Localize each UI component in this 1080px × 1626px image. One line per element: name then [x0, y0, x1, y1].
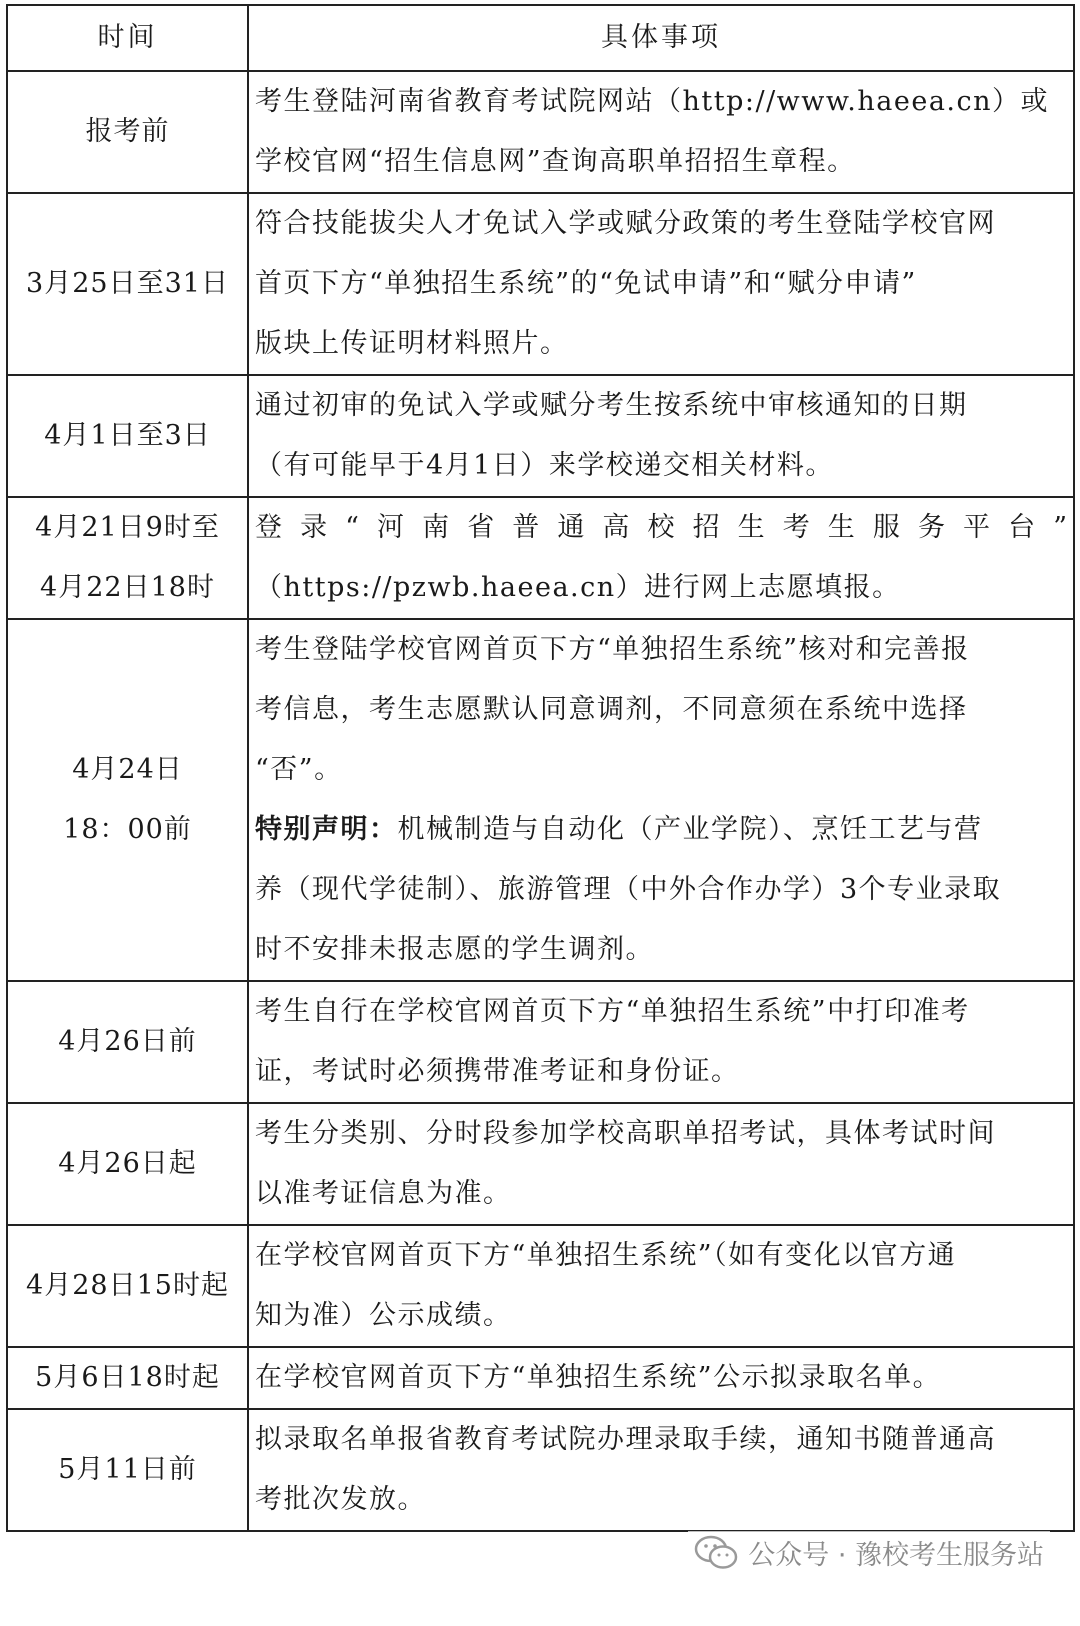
wechat-watermark: [688, 1531, 1050, 1574]
table-row: [7, 1225, 1074, 1347]
table-row: [7, 981, 1074, 1103]
table-row: [7, 193, 1074, 375]
special-notice: 特别声明：机械制造与自动化（产业学院）、烹饪工艺与营: [255, 814, 983, 845]
watermark-text: 公众号 · 豫校考生服务站: [748, 1540, 1044, 1571]
time-cell: 5月6日18时起: [7, 1347, 248, 1409]
detail-cell: 拟录取名单报省教育考试院办理录取手续，通知书随普通高 考批次发放。: [248, 1409, 1074, 1531]
time-cell: 4月26日前: [7, 981, 248, 1103]
time-cell: 3月25日至31日: [7, 193, 248, 375]
detail-cell: 在学校官网首页下方“单独招生系统”公示拟录取名单。: [248, 1347, 1074, 1409]
detail-cell: 考生自行在学校官网首页下方“单独招生系统”中打印准考 证，考试时必须携带准考证和身份证。: [248, 981, 1074, 1103]
header-time: 时间: [7, 5, 248, 71]
time-cell: 4月1日至3日: [7, 375, 248, 497]
table-row: [7, 1347, 1074, 1409]
table-row: [7, 1103, 1074, 1225]
table-row: [7, 375, 1074, 497]
detail-cell: 通过初审的免试入学或赋分考生按系统中审核通知的日期 （有可能早于4月1日）来学校递交相关材料。: [248, 375, 1074, 497]
notice-label: 特别声明：: [255, 814, 398, 845]
table-header-row: [7, 5, 1074, 71]
schedule-table: [6, 4, 1075, 1532]
time-cell: 4月24日 18：00前: [7, 619, 248, 981]
detail-cell: 考生登陆学校官网首页下方“单独招生系统”核对和完善报 考信息，考生志愿默认同意调剂，不同意须在系统中选择 “否”。 特别声明：机械制造与自动化（产业学院）、烹饪工艺与营 养（现代学徒制）、旅游管理（中外合作办学）3个专业录取 时不安排未报志愿的学生调剂。: [248, 619, 1074, 981]
detail-cell: 考生分类别、分时段参加学校高职单招考试，具体考试时间 以准考证信息为准。: [248, 1103, 1074, 1225]
time-cell: 报考前: [7, 71, 248, 193]
time-cell: 4月21日9时至 4月22日18时: [7, 497, 248, 619]
time-cell: 5月11日前: [7, 1409, 248, 1531]
detail-cell: 符合技能拔尖人才免试入学或赋分政策的考生登陆学校官网 首页下方“单独招生系统”的“免试申请”和“赋分申请” 版块上传证明材料照片。: [248, 193, 1074, 375]
time-cell: 4月28日15时起: [7, 1225, 248, 1347]
table-row: [7, 497, 1074, 619]
header-detail: 具体事项: [248, 5, 1074, 71]
table-row: [7, 1409, 1074, 1531]
detail-cell: 登录“河南省普通高校招生考生服务平台” （https://pzwb.haeea.cn）进行网上志愿填报。: [248, 497, 1074, 619]
detail-cell: 在学校官网首页下方“单独招生系统”（如有变化以官方通 知为准）公示成绩。: [248, 1225, 1074, 1347]
wechat-icon: [694, 1535, 738, 1571]
table-row: [7, 71, 1074, 193]
table-row: [7, 619, 1074, 981]
time-cell: 4月26日起: [7, 1103, 248, 1225]
detail-cell: 考生登陆河南省教育考试院网站（http://www.haeea.cn）或 学校官网“招生信息网”查询高职单招招生章程。: [248, 71, 1074, 193]
